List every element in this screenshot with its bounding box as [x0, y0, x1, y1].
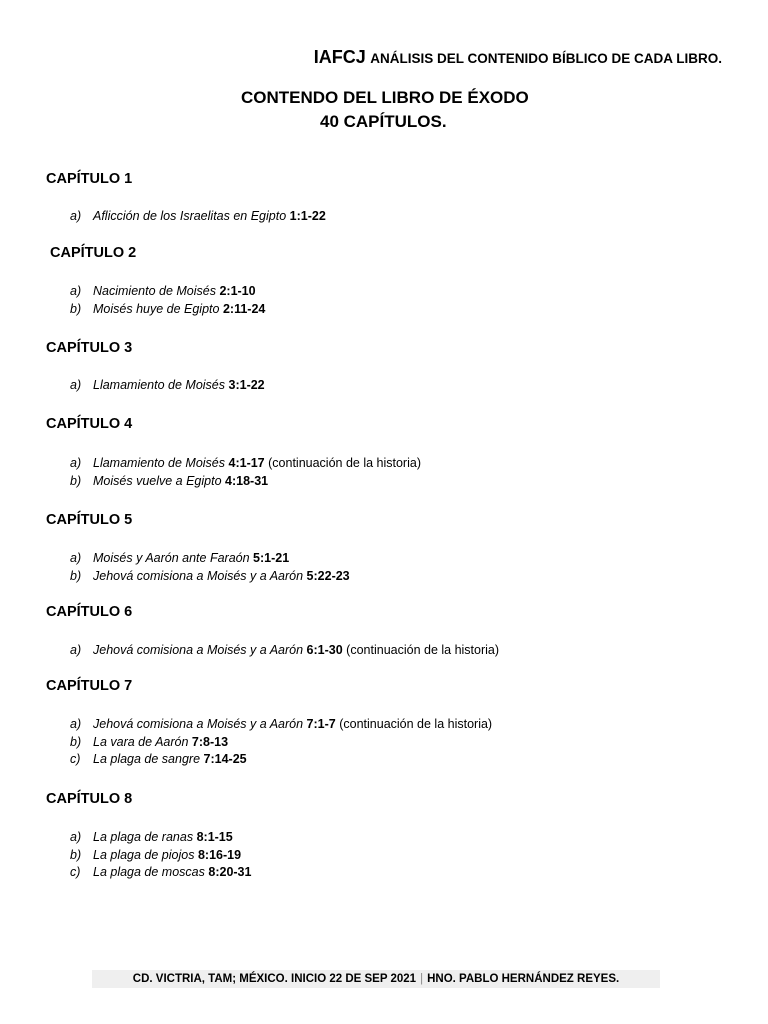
title-line-2: 40 CAPÍTULOS.	[320, 112, 447, 131]
item-reference: 5:1-21	[253, 551, 290, 565]
item-description: Nacimiento de Moisés	[93, 284, 216, 298]
footer-location-date: CD. VICTRIA, TAM; MÉXICO. INICIO 22 DE SEP 2021	[132, 973, 417, 985]
item-reference: 7:1-7	[306, 717, 336, 731]
item-letter: a)	[70, 643, 82, 657]
item-reference: 7:8-13	[191, 735, 229, 749]
item-reference: 8:20-31	[208, 865, 252, 879]
item-description: Moisés y Aarón ante Faraón	[93, 551, 250, 565]
header-subtitle: ANÁLISIS DEL CONTENIDO BÍBLICO DE CADA LIBRO	[370, 51, 719, 66]
item-description: La vara de Aarón	[93, 735, 189, 749]
item-letter: b)	[70, 569, 82, 583]
item-description: Aflicción de los Israelitas en Egipto	[93, 209, 287, 223]
item-description: Jehová comisiona a Moisés y a Aarón	[93, 569, 304, 583]
item-note: (continuación de la historia)	[339, 717, 493, 731]
item-reference: 1:1-22	[289, 209, 326, 223]
item-letter: b)	[70, 302, 82, 316]
document-footer	[92, 970, 660, 988]
item-letter: a)	[70, 717, 82, 731]
item-description: Llamamiento de Moisés	[93, 378, 226, 392]
item-letter: a)	[70, 284, 82, 298]
item-reference: 3:1-22	[228, 378, 265, 392]
item-reference: 7:14-25	[203, 752, 247, 766]
item-letter: c)	[70, 865, 81, 879]
item-reference: 8:1-15	[196, 830, 233, 844]
item-letter: b)	[70, 735, 82, 749]
chapter-heading: CAPÍTULO 1	[46, 171, 133, 187]
item-description: Jehová comisiona a Moisés y a Aarón	[93, 643, 304, 657]
item-description: La plaga de piojos	[93, 848, 195, 862]
item-reference: 4:18-31	[225, 474, 269, 488]
item-description: Moisés huye de Egipto	[93, 302, 220, 316]
chapter-heading: CAPÍTULO 5	[46, 512, 133, 528]
chapter-heading: CAPÍTULO 6	[46, 604, 133, 620]
chapter-heading: CAPÍTULO 2	[50, 245, 137, 261]
item-description: Llamamiento de Moisés	[93, 456, 226, 470]
item-letter: c)	[70, 752, 81, 766]
item-note: (continuación de la historia)	[346, 643, 500, 657]
footer-author: HNO. PABLO HERNÁNDEZ REYES.	[427, 973, 620, 985]
item-letter: a)	[70, 378, 82, 392]
item-description: Jehová comisiona a Moisés y a Aarón	[93, 717, 304, 731]
item-reference: 4:1-17	[228, 456, 265, 470]
item-reference: 2:1-10	[219, 284, 256, 298]
item-letter: a)	[70, 456, 82, 470]
item-letter: a)	[70, 551, 82, 565]
item-reference: 2:11-24	[222, 302, 266, 316]
header-org: IAFCJ	[313, 47, 366, 67]
item-letter: a)	[70, 209, 82, 223]
item-letter: b)	[70, 474, 82, 488]
chapter-heading: CAPÍTULO 7	[46, 678, 133, 694]
footer-separator: |	[420, 973, 424, 985]
item-note: (continuación de la historia)	[268, 456, 421, 470]
document-header	[314, 47, 722, 68]
item-reference: 8:16-19	[197, 848, 242, 862]
header-period: .	[718, 51, 722, 66]
item-reference: 5:22-23	[306, 569, 350, 583]
item-description: La plaga de sangre	[93, 752, 201, 766]
item-letter: b)	[70, 848, 82, 862]
item-description: La plaga de ranas	[93, 830, 194, 844]
item-description: Moisés vuelve a Egipto	[93, 474, 222, 488]
title-line-1: CONTENDO DEL LIBRO DE ÉXODO	[241, 88, 529, 107]
item-letter: a)	[70, 830, 82, 844]
chapter-heading: CAPÍTULO 3	[46, 340, 133, 356]
item-description: La plaga de moscas	[93, 865, 205, 879]
chapter-heading: CAPÍTULO 8	[46, 791, 133, 807]
item-reference: 6:1-30	[306, 643, 343, 657]
chapter-heading: CAPÍTULO 4	[46, 416, 133, 432]
